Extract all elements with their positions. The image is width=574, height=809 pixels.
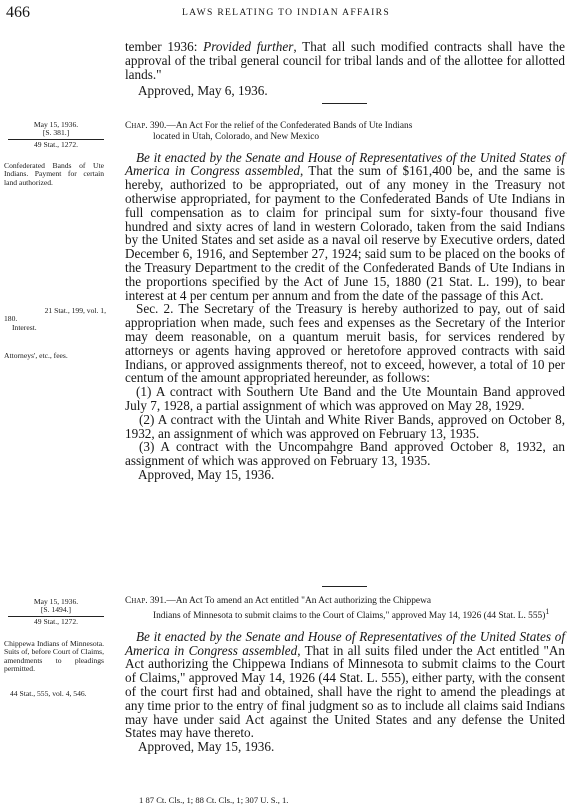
approved-line: Approved, May 6, 1936. [138, 83, 268, 99]
enactment-date: May 15, 1936. [33, 597, 79, 606]
chapter-390 [125, 121, 565, 482]
footnote: 1 87 Ct. Cls., 1; 88 Ct. Cls., 1; 307 U. S., 1. [139, 795, 289, 805]
section-label: Sec. 2. [136, 301, 174, 317]
enacting-paragraph: Be it enacted by the Senate and House of Representatives of the United States of America in Congress assembled, That in all suits filed under the Act entitled "An Act authorizing the Chippewa Indians of Minnesota to submit claims to the Court of Claims," approved May 14, 1926 (44 Stat. L. 555), either party, with the consent of the court first had and obtained, shall have the right to amend the pleadings at any time prior to the entry of final judgment so as to include all claims said Indians may have under said Act against the United States and any defense the United States may have thereto. [125, 628, 565, 741]
contract-item-3: (3) A contract with the Uncompahgre Band approved October 8, 1932, an assignment of which was approved on February 13, 1935. [125, 439, 565, 469]
sidenote-interest: Interest. [12, 322, 37, 332]
bill-number: [S. 381.] [42, 128, 70, 138]
chapter-title: Chap. 391.—An Act To amend an Act entitled "An Act authorizing the Chippewa Indians of Minnesota to submit claims to the Court of Claims," approved May 14, 1926 (44 Stat. L. 555)$^1$ [125, 596, 550, 621]
enacting-paragraph: Be it enacted by the Senate and House of Representatives of the United States of America in Congress assembled, That the sum of $161,400 be, and the same is hereby, authorized to be appropriated, out of any money in the Treasury not otherwise appropriated, for payment to the Confederated Bands of Ute Indians in full compensation as to claim for principal sum for sixty-four thousand five hundred and sixty acres of land in western Colorado, taken from the said Indians by the United States and set aside as a naval oil reserve by Executive orders, dated December 6, 1916, and September 27, 1924; said sum to be placed on the books of the Treasury Department to the credit of the Confederated Bands of Ute Indians in the proportions specified by the Act of June 15, 1880 (21 Stat. L. 199), to bear interest at 4 per centum per annum and from the date of the passage of this Act. [125, 149, 566, 303]
proviso-italic: Provided further [203, 39, 294, 54]
section-divider [322, 586, 367, 587]
chapter-label: Chap. 390. [125, 121, 167, 131]
section-divider [322, 103, 367, 104]
running-header [6, 4, 566, 22]
statute-citation: 49 Stat., 1272. [33, 139, 79, 149]
sidenote-21-stat: 21 Stat., 199, vol. 1, 180. Interest. [4, 306, 106, 332]
date-block-390 [8, 121, 104, 149]
page-number: 466 [6, 4, 30, 21]
enactment-date: May 15, 1936. [33, 120, 79, 129]
chapter-label: Chap. 391. [125, 596, 167, 606]
sidenote-ute-bands: Confederated Bands of Ute Indians. Payment for certain land authorized. [4, 161, 104, 187]
enacting-clause: Be it enacted by the Senate and House of Representatives of the United States of America in Congress assembled [125, 628, 565, 658]
approved-line: Approved, May 15, 1936. [138, 466, 275, 482]
bill-number: [S. 1494.] [40, 605, 72, 615]
contract-item-1: (1) A contract with Southern Ute Band and the Ute Mountain Band approved July 7, 1928, a partial assignment of which was approved on May 28, 1929. [125, 384, 565, 413]
approved-line: Approved, May 15, 1936. [138, 739, 275, 755]
chapter-391 [125, 596, 565, 754]
section-2: Sec. 2. The Secretary of the Treasury is hereby authorized to pay, out of said appropriation when made, such fees and expenses as the Secretary of the Interior may deem reasonable, on a quantum meruit basis, for services rendered by attorneys or agents having approved or heretofore approved contracts with said Indians, or approved assignments thereof, not to exceed, however, a total of 10 per centum of the amount appropriated hereunder, as follows: [125, 301, 565, 386]
sidenote-chippewa: Chippewa Indians of Minnesota. Suits of, before Court of Claims, amendments to pleadings permitted. [4, 639, 104, 674]
running-title: LAWS RELATING TO INDIAN AFFAIRS [182, 7, 390, 18]
date-block-391 [8, 598, 104, 626]
footnote-ref: 1 [545, 606, 550, 616]
enacting-clause: Be it enacted by the Senate and House of Representatives of the United States of America in Congress assembled [125, 149, 565, 179]
sidenote-44-stat: 44 Stat., 555, vol. 4, 546. [10, 689, 87, 698]
chapter-title: Chap. 390.—An Act For the relief of the Confederated Bands of Ute Indians located in Utah, Colorado, and New Mexico [125, 121, 413, 142]
continued-paragraph: tember 1936: Provided further, That all such modified contracts shall have the approval of the tribal general council for tribal lands and of the allottee for allotted lands." [125, 39, 566, 82]
intro-section [125, 40, 565, 98]
sidenote-attorneys-fees: Attorneys', etc., fees. [4, 351, 68, 360]
statute-citation: 49 Stat., 1272. [33, 616, 79, 626]
contract-item-2: (2) A contract with the Uintah and White River Bands, approved on October 8, 1932, an assignment of which was approved on February 13, 1935. [125, 411, 565, 441]
